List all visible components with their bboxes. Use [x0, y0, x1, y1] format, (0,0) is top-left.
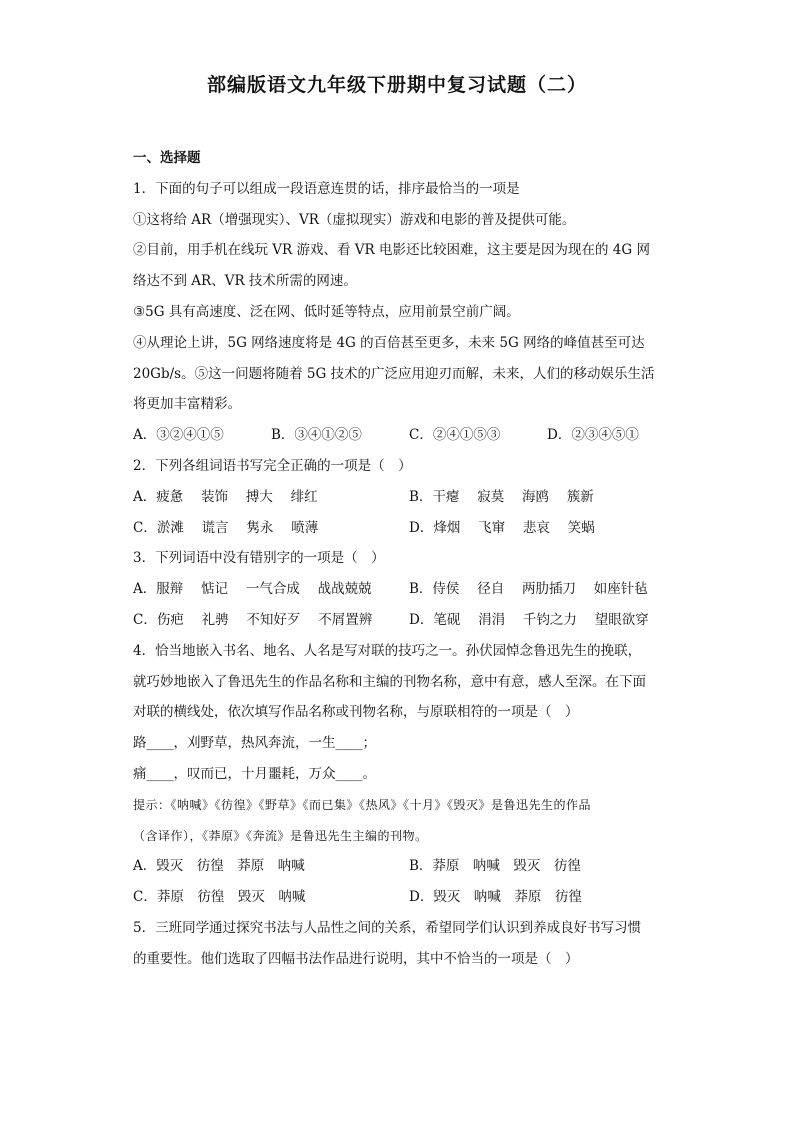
option-b: B．莽原 呐喊 毁灭 彷徨 — [409, 858, 581, 875]
question-1-line: ④从理论上讲，5G 网络速度将是 4G 的百倍甚至更多，未来 5G 网络的峰值甚至可达 — [133, 334, 645, 351]
page-title: 部编版语文九年级下册期中复习试题（二） — [206, 74, 587, 96]
option-b: B．③④①②⑤ — [271, 427, 362, 444]
section-heading: 一、选择题 — [133, 150, 201, 166]
option-c: C．莽原 彷徨 毁灭 呐喊 — [133, 889, 306, 906]
option-b: B．侍侯 径自 两肋插刀 如座针毡 — [409, 581, 648, 598]
question-3-options-row — [133, 574, 663, 605]
question-2-options-row — [133, 482, 663, 513]
question-1-line: 20Gb/s。⑤这一问题将随着 5G 技术的广泛应用迎刃而解，未来，人们的移动娱乐生活 — [133, 365, 655, 382]
option-d: D．②③④⑤① — [547, 427, 639, 444]
question-1-line: ①这将给 AR（增强现实）、VR（虚拟现实）游戏和电影的普及提供可能。 — [133, 211, 576, 228]
couplet-line-1: 路____，刈野草，热风奔流，一生____； — [133, 735, 376, 752]
option-d: D．笔砚 涓涓 千钧之力 望眼欲穿 — [409, 611, 649, 628]
question-1-stem: 1．下面的句子可以组成一段语意连贯的话，排序最恰当的一项是 — [133, 180, 520, 197]
question-1-options — [133, 420, 663, 451]
option-c: C．淤滩 谎言 隽永 喷薄 — [133, 519, 319, 536]
option-c: C．②④①⑤③ — [409, 427, 501, 444]
question-2-options-row — [133, 513, 663, 544]
question-2-stem: 2．下列各组词语书写完全正确的一项是（ ） — [133, 457, 412, 474]
option-c: C．伤疤 礼骋 不知好歹 不屑置辨 — [133, 611, 373, 628]
option-b: B．干瘪 寂莫 海鸥 簇新 — [409, 488, 594, 505]
option-a: A．毁灭 彷徨 莽原 呐喊 — [133, 858, 305, 875]
question-4-options-row — [133, 851, 663, 882]
question-3-options-row — [133, 605, 663, 636]
question-4-line: 就巧妙地嵌入了鲁迅先生的作品名称和主编的刊物名称，意中有意，感人至深。在下面 — [133, 673, 646, 690]
question-5-stem: 5．三班同学通过探究书法与人品性之间的关系，希望同学们认识到养成良好书写习惯 — [133, 919, 642, 936]
question-1-line: ②目前，用手机在线玩 VR 游戏、看 VR 电影还比较困难，这主要是因为现在的 4G 网 — [133, 242, 650, 259]
question-3-stem: 3．下列词语中没有错别字的一项是（ ） — [133, 550, 385, 567]
question-4-stem: 4．恰当地嵌入书名、地名、人名是写对联的技巧之一。孙伏园悼念鲁迅先生的挽联， — [133, 642, 642, 659]
option-d: D．烽烟 飞窜 悲哀 笑蜗 — [409, 519, 595, 536]
option-d: D．毁灭 呐喊 莽原 彷徨 — [409, 889, 582, 906]
question-5-line: 的重要性。他们选取了四幅书法作品进行说明，其中不恰当的一项是（ ） — [133, 950, 579, 967]
question-4-line: 对联的横线处，依次填写作品名称或刊物名称，与原联相符的一项是（ ） — [133, 704, 579, 721]
option-a: A．疲惫 装饰 搏大 绯红 — [133, 488, 318, 505]
question-1-line: 将更加丰富精彩。 — [133, 396, 241, 413]
question-4-options-row — [133, 882, 663, 913]
couplet-line-2: 痛____，叹而已，十月噩耗，万众____。 — [133, 765, 376, 782]
option-a: A．服辩 惦记 一气合成 战战兢兢 — [133, 581, 372, 598]
hint-line: 提示：《呐喊》《彷徨》《野草》《而已集》《热风》《十月》《毁灭》是鲁迅先生的作品 — [133, 797, 592, 812]
option-a: A．③②④①⑤ — [133, 427, 224, 444]
exam-content — [133, 143, 663, 975]
question-1-line: 络达不到 AR、VR 技术所需的网速。 — [133, 273, 357, 290]
hint-line: （含译作），《莽原》《奔流》是鲁迅先生主编的刊物。 — [133, 828, 428, 843]
question-1-line: ③5G 具有高速度、泛在网、低时延等特点，应用前景空前广阔。 — [133, 303, 520, 320]
